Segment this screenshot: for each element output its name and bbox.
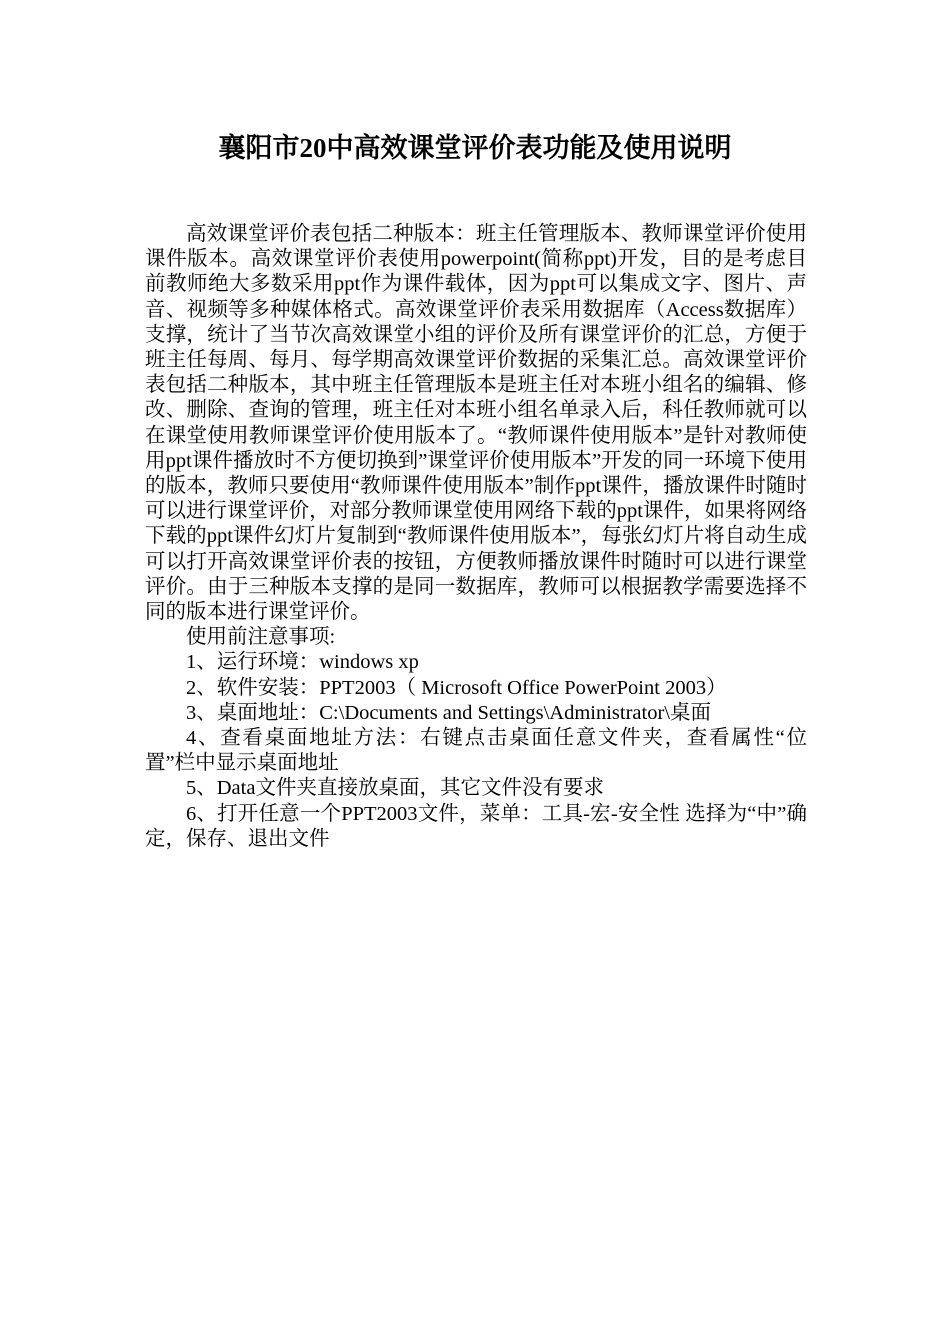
note-item-software: 2、软件安装：PPT2003（ Microsoft Office PowerPoint 2003） — [186, 676, 727, 699]
notes-heading: 使用前注意事项: — [186, 626, 336, 649]
note-item-desktop-path: 3、桌面地址：C:\Documents and Settings\Administrator\桌面 — [186, 701, 712, 724]
intro-paragraph: 高效课堂评价表包括二种版本：班主任管理版本、教师课堂评价使用课件版本。高效课堂评价表使用powerpoint(简称ppt)开发，目的是考虑目前教师绝大多数采用ppt作为课件载体，因为ppt可以集成文字、图片、声音、视频等多种媒体格式。高效课堂评价表采用数据库（Access数据库）支撑，统计了当节次高效课堂小组的评价及所有课堂评价的汇总，方便于班主任每周、每月、每学期高效课堂评价数据的采集汇总。高效课堂评价表包括二种版本，其中班主任管理版本是班主任对本班小组名的编辑、修改、删除、查询的管理，班主任对本班小组名单录入后，科任教师就可以在课堂使用教师课堂评价使用版本了。“教师课件使用版本”是针对教师使用ppt课件播放时不方便切换到”课堂评价使用版本”开发的同一环境下使用的版本，教师只要使用“教师课件使用版本”制作ppt课件，播放课件时随时可以进行课堂评价，对部分教师课堂使用网络下载的ppt课件，如果将网络下载的ppt课件幻灯片复制到“教师课件使用版本”，每张幻灯片将自动生成可以打开高效课堂评价表的按钮，方便教师播放课件时随时可以进行课堂评价。由于三种版本支撑的是同一数据库，教师可以根据教学需要选择不同的版本进行课堂评价。 — [145, 223, 807, 624]
note-item-macro-security: 6、打开任意一个PPT2003文件，菜单：工具-宏-安全性 选择为“中”确定，保存、退出文件 — [145, 802, 807, 850]
document-title: 襄阳市20中高效课堂评价表功能及使用说明 — [218, 133, 732, 163]
note-item-find-desktop: 4、查看桌面地址方法：右键点击桌面任意文件夹，查看属性“位置”栏中显示桌面地址 — [145, 727, 807, 775]
document-body — [145, 222, 807, 852]
note-item-runtime: 1、运行环境：windows xp — [186, 651, 419, 674]
note-item-data-folder: 5、Data文件夹直接放桌面，其它文件没有要求 — [186, 777, 604, 800]
